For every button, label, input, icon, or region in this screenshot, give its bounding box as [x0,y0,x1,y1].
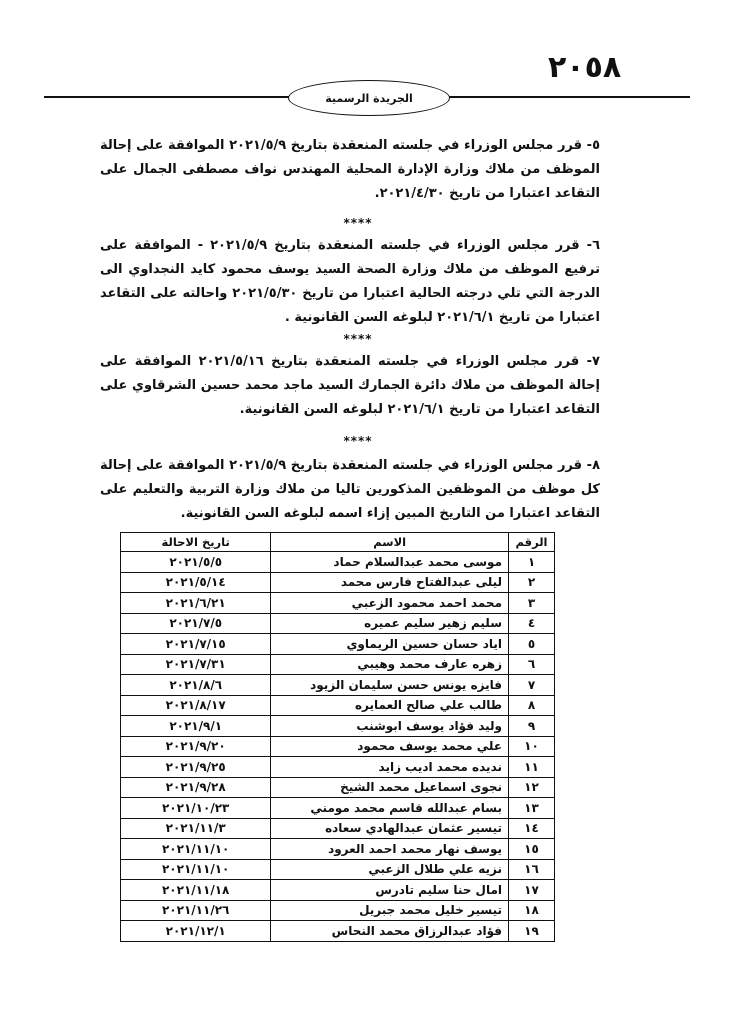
item-text: قرر مجلس الوزراء في جلسته المنعقدة بتاريخ ٢٠٢١/٥/٩ الموافقة على إحالة الموظف من ملاك وزارة الإدارة المحلية المهندس نواف مصطفى الجمال على التقاعد اعتبارا من تاريخ ٢٠٢١/٤/٣٠. [100,138,600,201]
row-name: تيسير عثمان عبدالهادي سعاده [271,818,509,839]
row-number: ١٨ [509,900,555,921]
row-date: ٢٠٢١/٧/٣١ [121,654,271,675]
table-row [121,757,555,778]
row-number: ١ [509,552,555,573]
row-date: ٢٠٢١/٨/١٧ [121,695,271,716]
decision-item-6 [100,234,600,330]
table-row [121,572,555,593]
row-number: ٦ [509,654,555,675]
row-date: ٢٠٢١/١١/٣ [121,818,271,839]
row-date: ٢٠٢١/٩/١ [121,716,271,737]
row-date: ٢٠٢١/٧/١٥ [121,634,271,655]
row-name: علي محمد يوسف محمود [271,736,509,757]
row-name: بسام عبدالله قاسم محمد مومني [271,798,509,819]
separator: **** [343,434,373,448]
row-date: ٢٠٢١/٥/١٤ [121,572,271,593]
row-name: زهره عارف محمد وهيبي [271,654,509,675]
row-date: ٢٠٢١/١٠/٢٣ [121,798,271,819]
decision-item-8 [100,454,600,526]
header-date: تاريخ الاحالة [121,533,271,552]
item-number: ٧- [586,354,600,369]
row-number: ٤ [509,613,555,634]
header-name: الاسم [271,533,509,552]
table-row [121,634,555,655]
row-name: موسى محمد عبدالسلام حماد [271,552,509,573]
page-number: ٢٠٥٨ [548,50,622,85]
row-date: ٢٠٢١/١١/٢٦ [121,900,271,921]
row-name: محمد احمد محمود الزعبي [271,593,509,614]
table-row [121,818,555,839]
row-date: ٢٠٢١/٩/٢٨ [121,777,271,798]
row-number: ١٩ [509,921,555,942]
table-row [121,613,555,634]
row-date: ٢٠٢١/٩/٢٥ [121,757,271,778]
row-name: وليد فؤاد يوسف ابوشنب [271,716,509,737]
separator: **** [343,332,373,346]
table-row [121,593,555,614]
row-name: نزيه علي طلال الزعبي [271,859,509,880]
row-number: ٧ [509,675,555,696]
table-row [121,675,555,696]
row-date: ٢٠٢١/١١/١٠ [121,839,271,860]
gazette-title: الجريدة الرسمية [325,91,413,105]
retirees-table [120,532,555,942]
row-number: ١٦ [509,859,555,880]
table-row [121,880,555,901]
row-date: ٢٠٢١/٦/٢١ [121,593,271,614]
item-number: ٥- [586,138,600,153]
decision-item-7 [100,350,600,422]
row-number: ١٧ [509,880,555,901]
gazette-title-oval [288,80,450,116]
decision-item-5 [100,134,600,206]
item-number: ٦- [586,238,600,253]
table-row [121,839,555,860]
table-row [121,654,555,675]
table-row [121,798,555,819]
row-date: ٢٠٢١/١١/١٠ [121,859,271,880]
row-number: ١٠ [509,736,555,757]
row-name: نجوى اسماعيل محمد الشيخ [271,777,509,798]
table-row [121,695,555,716]
row-date: ٢٠٢١/٨/٦ [121,675,271,696]
item-number: ٨- [586,458,600,473]
table-row [121,921,555,942]
row-date: ٢٠٢١/٧/٥ [121,613,271,634]
row-date: ٢٠٢١/٩/٢٠ [121,736,271,757]
row-number: ٢ [509,572,555,593]
row-number: ١٤ [509,818,555,839]
row-name: سليم زهير سليم عميره [271,613,509,634]
row-number: ١١ [509,757,555,778]
table-row [121,900,555,921]
table-row [121,552,555,573]
table-row [121,777,555,798]
table-row [121,716,555,737]
row-name: نديده محمد اديب زايد [271,757,509,778]
row-name: تيسير خليل محمد جبريل [271,900,509,921]
item-text: قرر مجلس الوزراء في جلسته المنعقدة بتاريخ ٢٠٢١/٥/٩ الموافقة على إحالة كل موظف من الموظفين المذكورين تاليا من ملاك وزارة التربية والتعليم على التقاعد اعتبارا من التاريخ المبين إزاء اسمه لبلوغه السن القانونية. [100,458,600,521]
table-body [121,552,555,942]
row-name: ليلى عبدالفتاح فارس محمد [271,572,509,593]
table-header-row [121,533,555,552]
row-name: يوسف نهار محمد احمد العرود [271,839,509,860]
row-number: ٩ [509,716,555,737]
item-text: قرر مجلس الوزراء في جلسته المنعقدة بتاريخ ٢٠٢١/٥/٩ - الموافقة على ترفيع الموظف من ملاك وزارة الصحة السيد يوسف محمود كايد النجداوي الى الدرجة التي تلي درجته الحالية اعتبارا من تاريخ ٢٠٢١/٥/٣٠ واحالته على التقاعد اعتبارا من تاريخ ٢٠٢١/٦/١ لبلوغه السن القانونية . [100,238,600,325]
row-date: ٢٠٢١/١١/١٨ [121,880,271,901]
separator: **** [343,216,373,230]
row-number: ١٢ [509,777,555,798]
row-number: ٣ [509,593,555,614]
row-name: فؤاد عبدالرزاق محمد النحاس [271,921,509,942]
row-name: طالب علي صالح العمايره [271,695,509,716]
row-date: ٢٠٢١/٥/٥ [121,552,271,573]
table-row [121,736,555,757]
row-date: ٢٠٢١/١٢/١ [121,921,271,942]
row-number: ٨ [509,695,555,716]
row-name: اياد حسان حسين الريماوي [271,634,509,655]
row-number: ١٣ [509,798,555,819]
header-number: الرقم [509,533,555,552]
row-number: ٥ [509,634,555,655]
row-name: امال حنا سليم تادرس [271,880,509,901]
table-row [121,859,555,880]
row-name: فايزه يونس حسن سليمان الزيود [271,675,509,696]
row-number: ١٥ [509,839,555,860]
item-text: قرر مجلس الوزراء في جلسته المنعقدة بتاريخ ٢٠٢١/٥/١٦ الموافقة على إحالة الموظف من ملاك دائرة الجمارك السيد ماجد محمد حسين الشرقاوي على التقاعد اعتبارا من تاريخ ٢٠٢١/٦/١ لبلوغه السن القانونية. [100,354,600,417]
